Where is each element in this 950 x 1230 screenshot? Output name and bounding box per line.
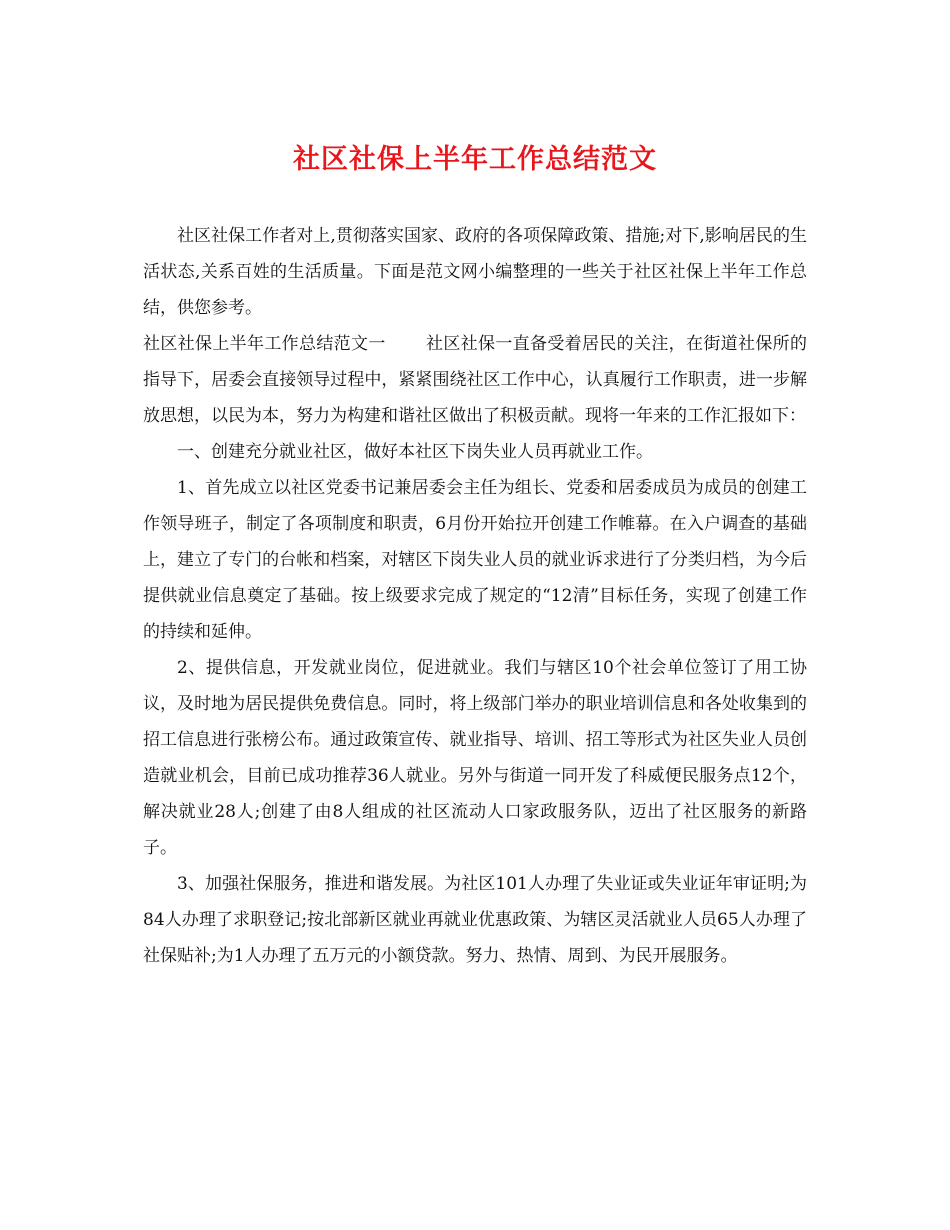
document-title: 社区社保上半年工作总结范文 — [293, 144, 657, 175]
section-heading: 社区社保上半年工作总结范文一 — [143, 334, 386, 354]
document-body — [143, 218, 807, 974]
section-lead: 社区社保一直备受着居民的关注，在街道社保所的指导下，居委会直接领导过程中，紧紧围绕社区工作中心，认真履行工作职责，进一步解放思想，以民为本，努力为构建和谐社区做出了积极贡献。现将一年来的工作汇报如下： — [143, 334, 808, 426]
intro-paragraph: 社区社保工作者对上,贯彻落实国家、政府的各项保障政策、措施;对下,影响居民的生活状态,关系百姓的生活质量。下面是范文网小编整理的一些关于社区社保上半年工作总结，供您参考。 — [143, 226, 807, 318]
paragraph-item-2: 1、首先成立以社区党委书记兼居委会主任为组长、党委和居委成员为成员的创建工作领导班子，制定了各项制度和职责，6月份开始拉开创建工作帷幕。在入户调查的基础上，建立了专门的台帐和档案，对辖区下岗失业人员的就业诉求进行了分类归档，为今后提供就业信息奠定了基础。按上级要求完成了规定的“12清”目标任务，实现了创建工作的持续和延伸。 — [143, 478, 807, 642]
paragraph-item-4: 3、加强社保服务，推进和谐发展。为社区101人办理了失业证或失业证年审证明;为84人办理了求职登记;按北部新区就业再就业优惠政策、为辖区灵活就业人员65人办理了社保贴补;为1人办理了五万元的小额贷款。努力、热情、周到、为民开展服务。 — [143, 874, 807, 966]
paragraph-item-3: 2、提供信息，开发就业岗位，促进就业。我们与辖区10个社会单位签订了用工协议，及时地为居民提供免费信息。同时，将上级部门举办的职业培训信息和各处收集到的招工信息进行张榜公布。通过政策宣传、就业指导、培训、招工等形式为社区失业人员创造就业机会，目前已成功推荐36人就业。另外与街道一同开发了科威便民服务点12个，解决就业28人;创建了由8人组成的社区流动人口家政服务队，迈出了社区服务的新路子。 — [143, 658, 807, 858]
paragraph-item-1: 一、创建充分就业社区，做好本社区下岗失业人员再就业工作。 — [177, 442, 653, 462]
section-paragraph — [143, 326, 807, 434]
